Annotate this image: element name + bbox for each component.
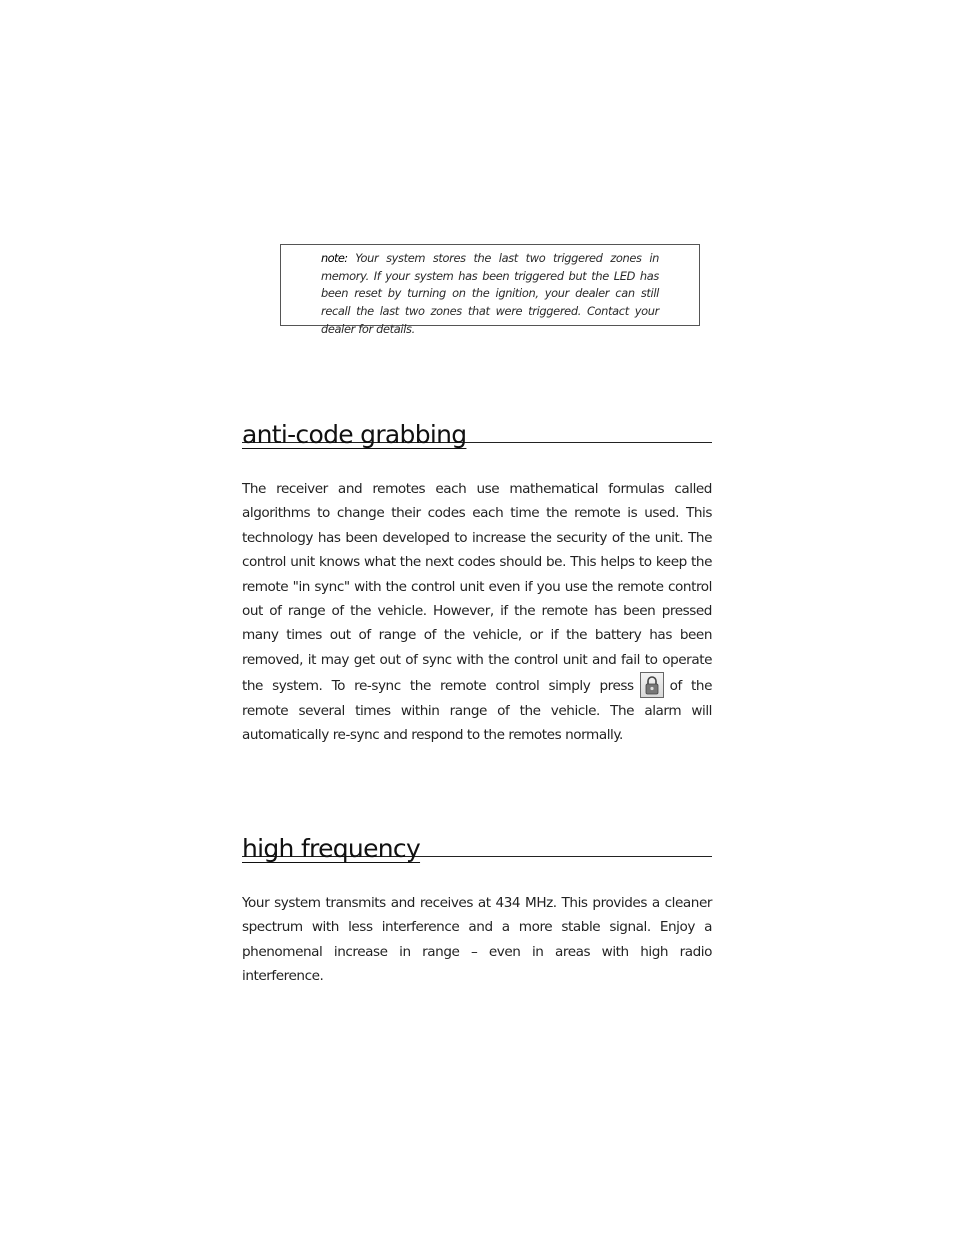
heading-row [242,818,712,863]
section-body: Your system transmits and receives at 434 MHz. This provides a cleaner spectrum with less interference and a more stable signal. Enjoy a phenomenal increase in range – even in areas with high radio interference. [242,895,712,985]
section-high-frequency [242,818,712,989]
lock-button-icon [640,672,664,698]
section-anti-code-grabbing [242,404,712,747]
note-box [280,244,700,336]
section-body [242,477,712,747]
note-body: Your system stores the last two triggered zones in memory. If your system has been triggered but the LED has been reset by turning on the ignition, your dealer can still recall the last two zones that were triggered. Contact your dealer for details. [321,251,659,336]
note-text [321,250,659,339]
section-heading: high frequency [242,834,421,863]
section-heading: anti-code grabbing [242,420,467,449]
note-label: note: [321,251,348,265]
body-text-after-icon: of the remote several times within range of the vehicle. The alarm will automatically re-sync and respond to the remotes normally. [242,678,712,744]
heading-row [242,404,712,449]
body-text-before-icon: The receiver and remotes each use mathematical formulas called algorithms to change their codes each time the remote is used. This technology has been developed to increase the security of the unit. The control unit knows what the next codes should be. This helps to keep the remote "in sync" with the control unit even if you use the remote control out of range of the vehicle. However, if the remote has been pressed many times out of range of the vehicle, or if the battery has been removed, it may get out of sync with the control unit and fail to operate the system. To re-sync the remote control simply press [242,481,712,695]
